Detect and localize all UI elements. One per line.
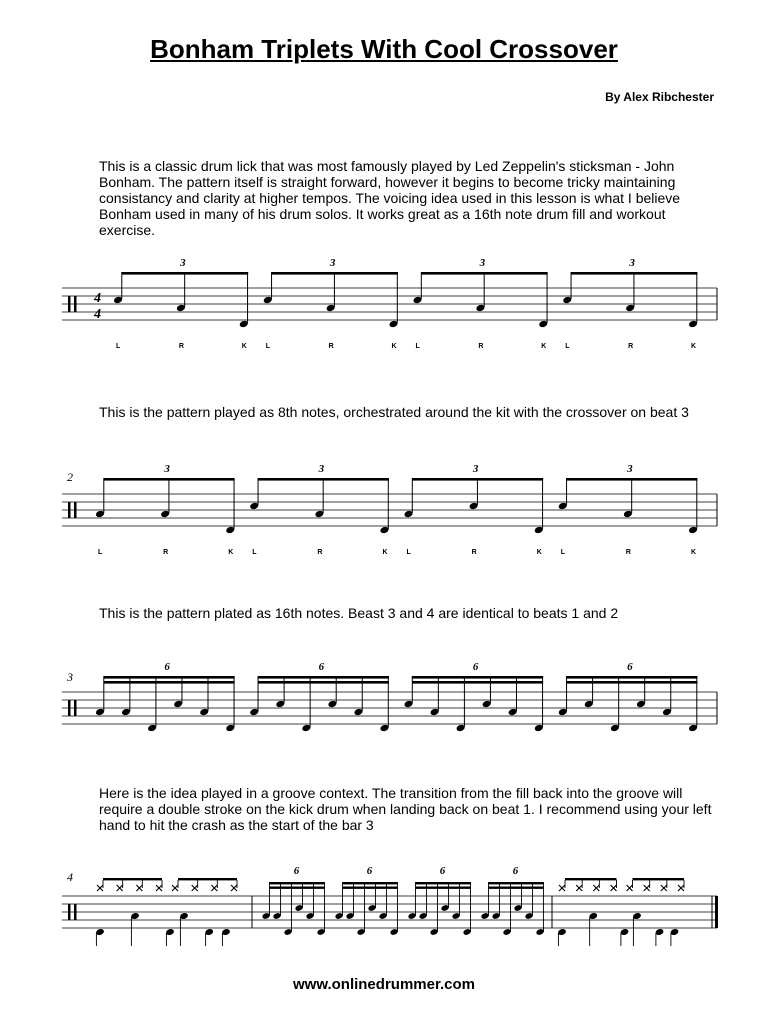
system-number: 4 [67, 870, 73, 884]
beam [416, 887, 471, 889]
hihat-note [231, 885, 237, 891]
beam [489, 887, 544, 889]
beam [343, 882, 398, 884]
percussion-clef [68, 904, 71, 920]
percussion-clef [74, 904, 77, 920]
beam [412, 681, 543, 684]
beam [270, 882, 325, 884]
sticking-label: R [625, 549, 631, 556]
sticking-label: R [328, 343, 334, 350]
final-barline [715, 896, 718, 928]
sticking-label: K [691, 549, 697, 556]
sticking-label: L [265, 343, 271, 350]
beam [104, 681, 235, 684]
tuplet-number: 6 [366, 865, 373, 877]
sticking-label: K [241, 343, 247, 350]
tuplet-number: 3 [164, 463, 170, 475]
sticking-label: L [560, 549, 566, 556]
hihat-note [627, 885, 633, 891]
beam [258, 478, 389, 481]
eighth-note-paragraph: This is the pattern played as 8th notes, orchestrated around the kit with the crossover on beat 3 [99, 404, 689, 420]
footer-url: www.onlinedrummer.com [293, 976, 475, 993]
hihat-note [211, 885, 217, 891]
hihat-note [156, 885, 162, 891]
time-sig-top: 4 [94, 291, 101, 306]
sticking-label: L [406, 549, 411, 556]
beam [571, 272, 697, 275]
tuplet-number: 6 [293, 865, 300, 877]
sticking-label: R [178, 343, 184, 350]
sticking-label: R [478, 343, 484, 350]
sticking-label: K [536, 549, 542, 556]
tuplet-number: 3 [629, 257, 635, 269]
staff-system-2 [62, 458, 722, 556]
percussion-clef [68, 700, 71, 716]
sticking-label: R [471, 549, 477, 556]
hihat-note [136, 885, 142, 891]
sticking-label: K [391, 343, 397, 350]
percussion-clef [74, 700, 77, 716]
intro-paragraph: This is a classic drum lick that was most famously played by Led Zeppelin's sticksman - John Bonham. The pattern itself is straight forward, however it begins to become tricky maintaining consistancy and clarity at higher tempos. The voicing idea used in this lesson is what I believe Bonham used in many of his drum solos. It works great as a 16th note drum fill and workout exercise. [99, 158, 681, 238]
beam [104, 676, 235, 679]
hihat-note [678, 885, 684, 891]
staff-system-4 [62, 856, 722, 956]
percussion-clef [74, 296, 77, 312]
tuplet-number: 6 [439, 865, 446, 877]
sticking-label: L [98, 549, 103, 556]
percussion-clef [68, 296, 71, 312]
tuplet-number: 3 [180, 257, 186, 269]
hihat-note [611, 885, 617, 891]
sticking-label: L [565, 343, 570, 350]
author-credit: By Alex Ribchester [605, 90, 714, 104]
hihat-note [97, 885, 103, 891]
beam [567, 676, 698, 679]
beam [103, 878, 162, 880]
groove-paragraph: Here is the idea played in a groove context. The transition from the fill back into the groove will require a double stroke on the kick drum when landing back on beat 1. I recommend using your left hand to hit the crash as the start of the bar 3 [99, 785, 712, 833]
beam [272, 272, 398, 275]
staff-system-1 [62, 252, 722, 350]
tuplet-number: 6 [627, 661, 633, 673]
beam [421, 272, 547, 275]
beam [122, 272, 248, 275]
beam [258, 681, 389, 684]
tuplet-number: 3 [479, 257, 486, 269]
time-sig-bottom: 4 [94, 307, 101, 322]
staff-system-3 [62, 656, 722, 748]
hihat-note [661, 885, 667, 891]
beam [178, 878, 237, 880]
sticking-label: L [415, 343, 420, 350]
beam [343, 887, 398, 889]
sticking-label: K [541, 343, 547, 350]
hihat-note [192, 885, 198, 891]
percussion-clef [68, 502, 71, 518]
tuplet-number: 6 [318, 661, 325, 673]
beam [416, 882, 471, 884]
beam [412, 478, 543, 481]
beam [565, 878, 617, 880]
sticking-label: R [163, 549, 169, 556]
percussion-clef [74, 502, 77, 518]
tuplet-number: 3 [318, 463, 325, 475]
tuplet-number: 6 [164, 661, 170, 673]
beam [489, 882, 544, 884]
beam [258, 676, 389, 679]
hihat-note [172, 885, 178, 891]
sticking-label: K [382, 549, 388, 556]
tuplet-number: 3 [472, 463, 479, 475]
sixteenth-note-paragraph: This is the pattern plated as 16th notes. Beast 3 and 4 are identical to beats 1 and 2 [99, 605, 619, 621]
tuplet-number: 3 [627, 463, 633, 475]
sticking-label: K [228, 549, 234, 556]
beam [633, 878, 685, 880]
sticking-label: L [116, 343, 121, 350]
beam [270, 887, 325, 889]
beam [412, 676, 543, 679]
hihat-note [593, 885, 599, 891]
beam [567, 478, 698, 481]
sticking-label: L [252, 549, 257, 556]
page-title: Bonham Triplets With Cool Crossover [150, 34, 618, 64]
tuplet-number: 6 [472, 661, 479, 673]
hihat-note [559, 885, 565, 891]
beam [567, 681, 698, 684]
hihat-note [644, 885, 650, 891]
sticking-label: R [628, 343, 634, 350]
beam [104, 478, 235, 481]
system-number: 3 [67, 670, 73, 684]
sticking-label: K [691, 343, 697, 350]
hihat-note [576, 885, 582, 891]
system-number: 2 [67, 470, 73, 484]
tuplet-number: 6 [512, 865, 519, 877]
hihat-note [117, 885, 123, 891]
sticking-label: R [317, 549, 323, 556]
tuplet-number: 3 [329, 257, 336, 269]
